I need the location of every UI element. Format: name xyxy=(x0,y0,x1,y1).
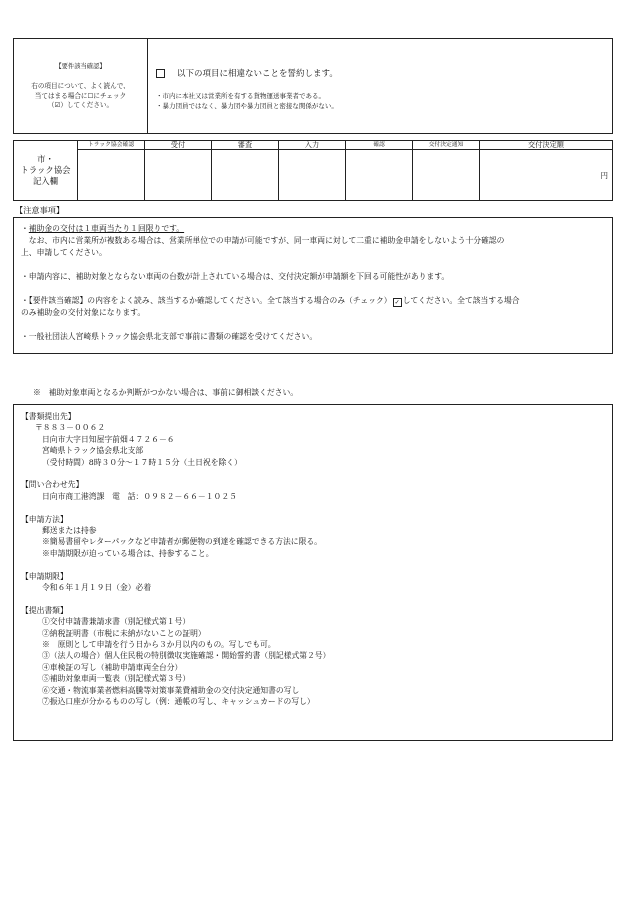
note-1-detail: 上、申請してください。 xyxy=(21,248,107,257)
inquiry-contact: 日向市商工港湾課 電 話：０９８２－６６－１０２５ xyxy=(42,491,237,501)
note-3-text: してください。全て該当する場合 xyxy=(402,296,520,305)
postal-code: 〒８８３－００６２ xyxy=(35,423,106,433)
requirement-items xyxy=(156,91,612,111)
note-2: ・申請内容に、補助対象とならない車両の台数が計上されている場合は、交付決定額が申請額を下回る可能性があります。 xyxy=(21,272,450,281)
doc-item: ①交付申請書兼請求書（別記様式第１号） xyxy=(42,617,191,627)
method-note: ※簡易書留やレターパックなど申請者が郵便物の到達を確認できる方法に限る。 xyxy=(42,537,322,547)
deadline-title: 【申請期限】 xyxy=(21,571,68,581)
yen-unit: 円 xyxy=(600,170,608,180)
requirement-pledge-area xyxy=(148,39,612,133)
cell-grant-notice[interactable] xyxy=(413,150,480,201)
reception-hours: （受付時間）8時３０分～１７時１５分（土日祝を除く） xyxy=(42,457,242,467)
instruction-line: 右の項目について、よく読んで、 xyxy=(31,82,130,90)
header-confirm: 確認 xyxy=(346,141,413,150)
cell-grant-amount[interactable] xyxy=(480,150,613,201)
doc-item: ⑦振込口座が分かるものの写し（例：通帳の写し、キャッシュカードの写し） xyxy=(42,697,315,707)
association-label xyxy=(14,141,78,201)
doc-item: ⑤補助対象車両一覧表（別記様式第３号） xyxy=(42,674,191,684)
header-reception: 受付 xyxy=(145,141,212,150)
doc-item: ②納税証明書（市税に未納がないことの証明） xyxy=(42,628,206,638)
note-3-cont: のみ補助金の交付対象になります。 xyxy=(21,308,146,317)
checked-box-icon: ✓ xyxy=(394,299,400,306)
header-truck-association-check: トラック協会確認 xyxy=(78,141,145,150)
cell-review[interactable] xyxy=(212,150,279,201)
requirement-item: ・市内に本社又は営業所を有する貨物運送事業者である。 xyxy=(156,92,325,100)
instruction-line: （☑）してください。 xyxy=(47,101,114,109)
note-3-text: ・【要件該当確認】の内容をよく読み、該当するか確認してください。全て該当する場合のみ（チェック） xyxy=(21,296,392,305)
note-1 xyxy=(21,223,606,235)
doc-item: ※ 原則として申請を行う日から３か月以内のもの。写しでも可。 xyxy=(42,640,276,650)
note-1-detail: なお、市内に営業所が複数ある場合は、営業所単位での申請が可能ですが、同一車両に対して二重に補助金申請をしないよう十分確認の xyxy=(21,236,505,245)
note-4: ・一般社団法人宮崎県トラック協会県北支部で事前に書類の確認を受けてください。 xyxy=(21,332,318,341)
cell-confirm[interactable] xyxy=(346,150,413,201)
submission-info-box xyxy=(13,404,613,741)
method-title: 【申請方法】 xyxy=(21,514,68,524)
deadline: 令和６年１月１９日（金）必着 xyxy=(42,583,152,593)
notes-box xyxy=(13,217,613,354)
header-grant-notice: 交付決定通知 xyxy=(413,141,480,150)
note-1-underlined: 補助金の交付は１車両当たり１回限りです。 xyxy=(28,224,185,233)
requirement-item: ・暴力団員ではなく、暴力団や暴力団員と密接な関係がない。 xyxy=(156,102,338,110)
header-review: 審査 xyxy=(212,141,279,150)
method-note: ※申請期限が迫っている場合は、持参すること。 xyxy=(42,548,214,558)
instruction-line: 当てはまる場合に☐にチェック xyxy=(34,91,127,100)
doc-item: ⑥交通・物流事業者燃料高騰等対策事業費補助金の交付決定通知書の写し xyxy=(42,685,300,695)
office-name: 宮崎県トラック協会県北支部 xyxy=(42,446,144,456)
requirement-confirmation-box xyxy=(13,38,613,134)
note-3 xyxy=(21,295,606,307)
header-grant-amount: 交付決定額 xyxy=(480,141,613,150)
association-entry-table xyxy=(13,140,613,201)
pledge-text: 以下の項目に相違ないことを誓約します。 xyxy=(177,69,338,79)
cell-input[interactable] xyxy=(279,150,346,201)
consult-note: ※ 補助対象車両となるか判断がつかない場合は、事前に御相談ください。 xyxy=(33,388,299,397)
association-label-line: 記入欄 xyxy=(32,176,59,186)
requirement-instruction-text xyxy=(31,82,130,111)
address: 日向市大字日知屋字前畑４７２６－６ xyxy=(42,434,175,444)
pledge-checkbox[interactable] xyxy=(156,69,165,78)
docs-title: 【提出書類】 xyxy=(21,605,68,615)
association-label-line: 市・ xyxy=(37,154,54,164)
inquiry-title: 【問い合わせ先】 xyxy=(21,480,84,490)
requirement-instructions xyxy=(14,39,148,133)
doc-item: ④車検証の写し（補助申請車両全台分） xyxy=(42,662,183,672)
cell-reception[interactable] xyxy=(145,150,212,201)
header-input: 入力 xyxy=(279,141,346,150)
bullet: ・ xyxy=(21,224,29,233)
method: 郵送または持参 xyxy=(42,526,97,536)
pledge-row xyxy=(156,67,612,79)
dest-title: 【書類提出先】 xyxy=(21,412,76,421)
notes-title: 【注意事項】 xyxy=(15,205,65,215)
requirement-title: 【要件該当確認】 xyxy=(55,63,106,70)
association-label-line: トラック協会 xyxy=(20,165,71,175)
cell-truck-association-check[interactable] xyxy=(78,150,145,201)
doc-item: ③（法人の場合）個人住民税の特別徴収実施確認・開始誓約書（別記様式第２号） xyxy=(42,651,331,661)
